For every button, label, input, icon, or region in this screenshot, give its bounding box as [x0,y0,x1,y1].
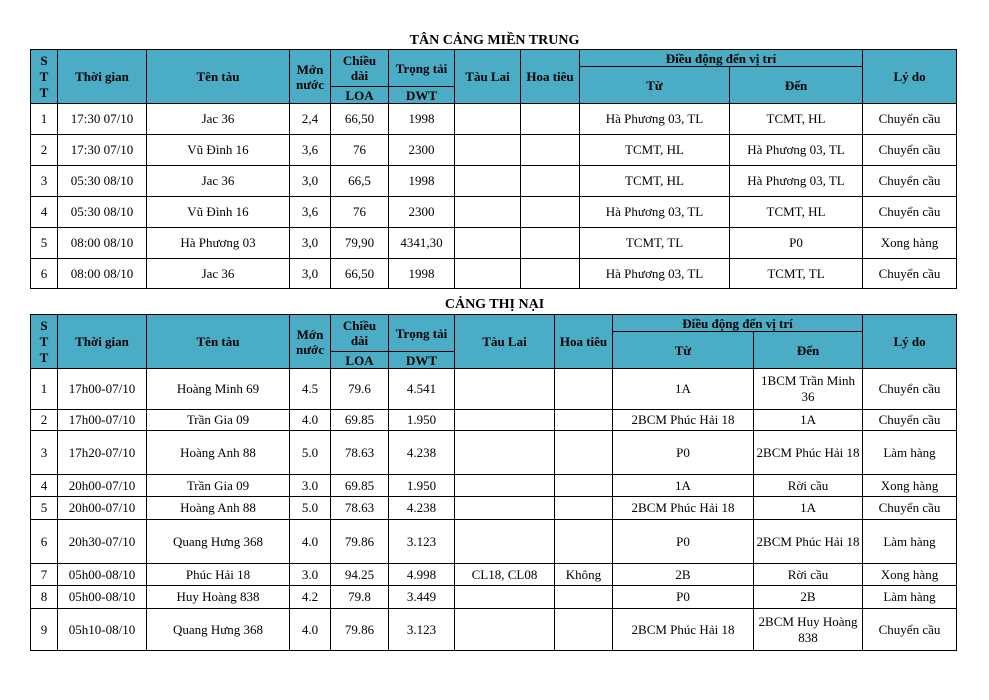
cell-draft: 4.0 [290,410,331,431]
cell-draft: 2,4 [290,104,331,135]
cell-pilot [521,197,580,228]
cell-draft: 3,6 [290,135,331,166]
header-length-unit: LOA [331,87,389,104]
cell-from: Hà Phương 03, TL [580,197,730,228]
header-tonnage-unit: DWT [389,352,455,369]
header-stt: S T T [31,315,58,369]
cell-stt: 3 [31,166,58,197]
header-length: Chiều dài [331,50,389,87]
section-title-thi-nai: CẢNG THỊ NẠI [444,297,545,312]
cell-dwt: 4.238 [389,497,455,520]
cell-pilot [555,497,613,520]
cell-draft: 3,0 [290,166,331,197]
cell-dwt: 1.950 [389,475,455,497]
header-ship: Tên tàu [147,315,290,369]
cell-to: 1A [754,410,863,431]
header-from: Từ [580,67,730,104]
cell-stt: 7 [31,564,58,586]
header-tonnage: Trọng tải [389,315,455,352]
cell-to: Rời cầu [754,564,863,586]
cell-ship: Hoàng Minh 69 [147,369,290,410]
cell-loa: 79.86 [331,520,389,564]
cell-from: 1A [613,475,754,497]
cell-from: 2BCM Phúc Hải 18 [613,497,754,520]
cell-tug [455,475,555,497]
cell-reason: Chuyển cầu [863,369,957,410]
cell-tug [455,104,521,135]
cell-tug [455,259,521,289]
cell-reason: Chuyển cầu [863,609,957,651]
cell-dwt: 3.449 [389,586,455,609]
cell-pilot: Không [555,564,613,586]
cell-loa: 66,50 [331,259,389,289]
schedule-table-thi-nai [30,314,957,651]
cell-from: Hà Phương 03, TL [580,104,730,135]
header-reason: Lý do [863,315,957,369]
cell-time: 20h00-07/10 [58,475,147,497]
cell-reason: Chuyển cầu [863,135,957,166]
cell-dwt: 2300 [389,135,455,166]
table-row [31,104,957,135]
cell-tug [455,609,555,651]
header-time: Thời gian [58,315,147,369]
cell-tug [455,586,555,609]
cell-ship: Hà Phương 03 [147,228,290,259]
cell-tug: CL18, CL08 [455,564,555,586]
cell-ship: Vũ Đình 16 [147,197,290,228]
table-row [31,475,957,497]
cell-pilot [555,369,613,410]
table-row [31,197,957,228]
cell-pilot [555,609,613,651]
cell-loa: 69.85 [331,410,389,431]
cell-ship: Jac 36 [147,104,290,135]
cell-dwt: 3.123 [389,609,455,651]
cell-tug [455,135,521,166]
header-pilot: Hoa tiêu [521,50,580,104]
table-row [31,564,957,586]
cell-dwt: 1998 [389,166,455,197]
cell-tug [455,166,521,197]
cell-from: 1A [613,369,754,410]
schedule-table-tan-cang [30,49,957,289]
cell-ship: Hoàng Anh 88 [147,497,290,520]
header-to: Đến [754,332,863,369]
cell-tug [455,410,555,431]
cell-pilot [555,586,613,609]
cell-tug [455,228,521,259]
cell-draft: 3,0 [290,259,331,289]
cell-reason: Chuyển cầu [863,166,957,197]
cell-from: P0 [613,586,754,609]
cell-reason: Chuyển cầu [863,104,957,135]
cell-draft: 3,0 [290,228,331,259]
cell-pilot [555,410,613,431]
header-ship: Tên tàu [147,50,290,104]
cell-time: 05:30 08/10 [58,197,147,228]
cell-time: 08:00 08/10 [58,228,147,259]
cell-draft: 5.0 [290,431,331,475]
cell-from: P0 [613,431,754,475]
cell-to: 1A [754,497,863,520]
cell-reason: Xong hàng [863,228,957,259]
cell-loa: 79.86 [331,609,389,651]
cell-from: 2BCM Phúc Hải 18 [613,609,754,651]
cell-pilot [521,135,580,166]
cell-pilot [521,166,580,197]
cell-tug [455,497,555,520]
cell-to: TCMT, TL [730,259,863,289]
cell-dwt: 4.238 [389,431,455,475]
cell-to: 1BCM Trần Minh 36 [754,369,863,410]
cell-ship: Hoàng Anh 88 [147,431,290,475]
cell-reason: Chuyển cầu [863,197,957,228]
cell-from: Hà Phương 03, TL [580,259,730,289]
header-length: Chiều dài [331,315,389,352]
cell-from: TCMT, TL [580,228,730,259]
cell-pilot [555,520,613,564]
cell-pilot [555,475,613,497]
cell-to: 2BCM Phúc Hải 18 [754,431,863,475]
cell-to: P0 [730,228,863,259]
cell-draft: 4.5 [290,369,331,410]
cell-tug [455,431,555,475]
cell-pilot [521,104,580,135]
cell-loa: 76 [331,135,389,166]
table-row [31,410,957,431]
cell-ship: Trần Gia 09 [147,410,290,431]
cell-from: 2B [613,564,754,586]
table-row [31,228,957,259]
table-row [31,609,957,651]
cell-loa: 78.63 [331,431,389,475]
cell-stt: 5 [31,228,58,259]
cell-to: 2BCM Huy Hoàng 838 [754,609,863,651]
cell-stt: 9 [31,609,58,651]
cell-reason: Chuyển cầu [863,497,957,520]
cell-reason: Làm hàng [863,520,957,564]
cell-pilot [521,228,580,259]
cell-ship: Huy Hoàng 838 [147,586,290,609]
cell-tug [455,520,555,564]
cell-time: 17:30 07/10 [58,104,147,135]
cell-draft: 4.0 [290,520,331,564]
header-tonnage: Trọng tải [389,50,455,87]
cell-pilot [521,259,580,289]
table-row [31,369,957,410]
table-row [31,135,957,166]
cell-ship: Quang Hưng 368 [147,520,290,564]
cell-time: 05h00-08/10 [58,586,147,609]
cell-tug [455,197,521,228]
cell-stt: 2 [31,410,58,431]
cell-time: 05h10-08/10 [58,609,147,651]
cell-stt: 1 [31,369,58,410]
cell-time: 17h20-07/10 [58,431,147,475]
cell-time: 05:30 08/10 [58,166,147,197]
cell-reason: Xong hàng [863,475,957,497]
header-time: Thời gian [58,50,147,104]
cell-loa: 94.25 [331,564,389,586]
header-length-unit: LOA [331,352,389,369]
cell-to: TCMT, HL [730,104,863,135]
cell-draft: 3,6 [290,197,331,228]
cell-loa: 79.6 [331,369,389,410]
cell-ship: Jac 36 [147,166,290,197]
cell-loa: 69.85 [331,475,389,497]
cell-stt: 4 [31,197,58,228]
cell-ship: Trần Gia 09 [147,475,290,497]
cell-ship: Jac 36 [147,259,290,289]
cell-time: 20h30-07/10 [58,520,147,564]
cell-stt: 5 [31,497,58,520]
table-row [31,586,957,609]
header-tug: Tàu Lai [455,315,555,369]
header-draft: Mớn nước [290,315,331,369]
cell-to: Rời cầu [754,475,863,497]
header-from: Từ [613,332,754,369]
cell-time: 17h00-07/10 [58,369,147,410]
cell-to: Hà Phương 03, TL [730,166,863,197]
cell-to: Hà Phương 03, TL [730,135,863,166]
cell-loa: 66,5 [331,166,389,197]
cell-ship: Vũ Đình 16 [147,135,290,166]
cell-to: 2BCM Phúc Hải 18 [754,520,863,564]
cell-time: 17h00-07/10 [58,410,147,431]
header-to: Đến [730,67,863,104]
cell-dwt: 4.998 [389,564,455,586]
table-row [31,520,957,564]
cell-reason: Xong hàng [863,564,957,586]
header-tug: Tàu Lai [455,50,521,104]
table-row [31,166,957,197]
cell-stt: 3 [31,431,58,475]
cell-from: TCMT, HL [580,135,730,166]
header-stt: S T T [31,50,58,104]
cell-from: TCMT, HL [580,166,730,197]
cell-draft: 4.0 [290,609,331,651]
table-row [31,431,957,475]
cell-stt: 6 [31,520,58,564]
cell-reason: Chuyển cầu [863,410,957,431]
table-row [31,259,957,289]
cell-dwt: 1998 [389,104,455,135]
header-move: Điều động đến vị trí [613,315,863,332]
cell-pilot [555,431,613,475]
cell-reason: Làm hàng [863,431,957,475]
cell-dwt: 4.541 [389,369,455,410]
cell-reason: Chuyển cầu [863,259,957,289]
section-title-tan-cang: TÂN CẢNG MIỀN TRUNG [409,33,580,48]
cell-dwt: 3.123 [389,520,455,564]
header-tonnage-unit: DWT [389,87,455,104]
cell-draft: 3.0 [290,475,331,497]
cell-from: 2BCM Phúc Hải 18 [613,410,754,431]
header-draft: Mớn nước [290,50,331,104]
cell-ship: Phúc Hải 18 [147,564,290,586]
cell-loa: 66,50 [331,104,389,135]
cell-dwt: 1998 [389,259,455,289]
cell-tug [455,369,555,410]
cell-loa: 78.63 [331,497,389,520]
cell-from: P0 [613,520,754,564]
cell-reason: Làm hàng [863,586,957,609]
cell-stt: 8 [31,586,58,609]
cell-to: 2B [754,586,863,609]
cell-time: 17:30 07/10 [58,135,147,166]
header-move: Điều động đến vị trí [580,50,863,67]
cell-ship: Quang Hưng 368 [147,609,290,651]
cell-dwt: 1.950 [389,410,455,431]
cell-time: 05h00-08/10 [58,564,147,586]
cell-draft: 4.2 [290,586,331,609]
table-row [31,497,957,520]
cell-time: 20h00-07/10 [58,497,147,520]
cell-stt: 2 [31,135,58,166]
cell-stt: 6 [31,259,58,289]
cell-loa: 79.8 [331,586,389,609]
cell-draft: 5.0 [290,497,331,520]
cell-to: TCMT, HL [730,197,863,228]
header-reason: Lý do [863,50,957,104]
cell-loa: 76 [331,197,389,228]
cell-draft: 3.0 [290,564,331,586]
cell-dwt: 2300 [389,197,455,228]
header-pilot: Hoa tiêu [555,315,613,369]
cell-time: 08:00 08/10 [58,259,147,289]
cell-loa: 79,90 [331,228,389,259]
cell-stt: 4 [31,475,58,497]
cell-stt: 1 [31,104,58,135]
cell-dwt: 4341,30 [389,228,455,259]
